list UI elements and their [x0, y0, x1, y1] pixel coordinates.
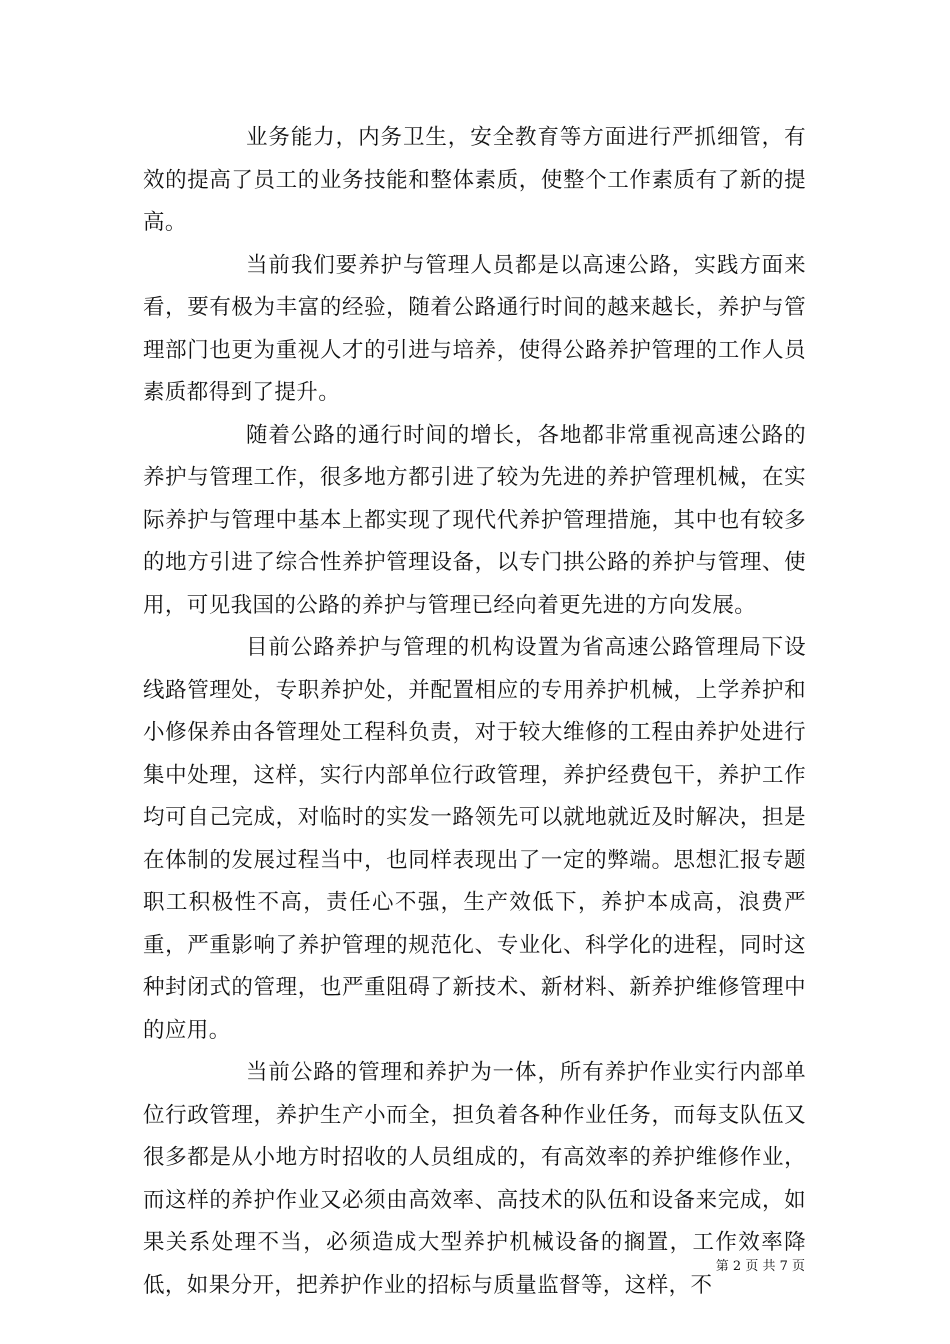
paragraph-1: 业务能力，内务卫生，安全教育等方面进行严抓细管，有效的提高了员工的业务技能和整体素质，使整个工作素质有了新的提高。 [143, 125, 806, 235]
paragraph-3: 随着公路的通行时间的增长，各地都非常重视高速公路的养护与管理工作，很多地方都引进了较为先进的养护管理机械，在实际养护与管理中基本上都实现了现代代养护管理措施，其中也有较多的地方引进了综合性养护管理设备，以专门拱公路的养护与管理、使用，可见我国的公路的养护与管理已经向着更先进的方向发展。 [143, 422, 806, 618]
body-text [143, 117, 806, 1307]
page-number-footer: 第 2 页 共 7 页 [715, 1259, 805, 1274]
paragraph-5: 当前公路的管理和养护为一体，所有养护作业实行内部单位行政管理，养护生产小而全，担负着各种作业任务，而每支队伍又很多都是从小地方时招收的人员组成的，有高效率的养护维修作业，而这样的养护作业又必须由高效率、高技术的队伍和设备来完成，如果关系处理不当，必须造成大型养护机械设备的搁置，工作效率降低，如果分开，把养护作业的招标与质量监督等，这样，不 [143, 1060, 806, 1298]
paragraph-4: 目前公路养护与管理的机构设置为省高速公路管理局下设线路管理处，专职养护处，并配置相应的专用养护机械，上学养护和小修保养由各管理处工程科负责，对于较大维修的工程由养护处进行集中处理，这样，实行内部单位行政管理，养护经费包干，养护工作均可自己完成，对临时的实发一路领先可以就地就近及时解决，担是在体制的发展过程当中，也同样表现出了一定的弊端。思想汇报专题职工积极性不高，责任心不强，生产效低下，养护本成高，浪费严重，严重影响了养护管理的规范化、专业化、科学化的进程，同时这种封闭式的管理，也严重阻碍了新技术、新材料、新养护维修管理中的应用。 [143, 635, 806, 1043]
paragraph-2: 当前我们要养护与管理人员都是以高速公路，实践方面来看，要有极为丰富的经验，随着公路通行时间的越来越长，养护与管理部门也更为重视人才的引进与培养，使得公路养护管理的工作人员素质都得到了提升。 [143, 252, 806, 405]
